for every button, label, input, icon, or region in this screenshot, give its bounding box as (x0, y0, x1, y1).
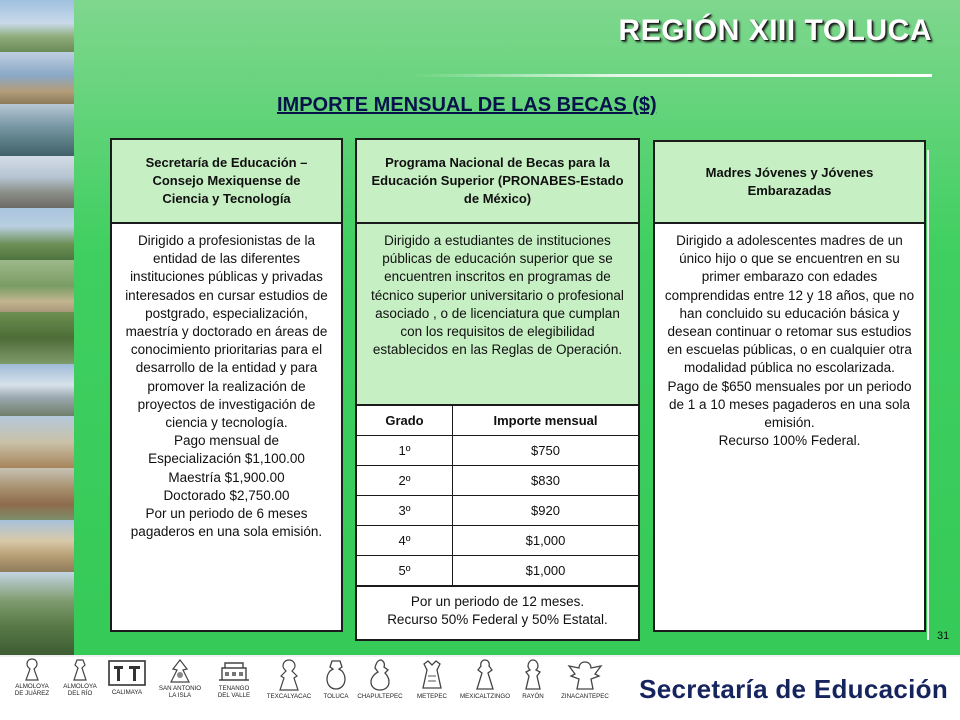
table-cell-grado: 3º (357, 496, 453, 526)
glyph-chapultepec-icon (367, 658, 393, 692)
municipality-calimaya (104, 658, 150, 696)
card-madres-jovenes-body: Dirigido a adolescentes madres de un único hijo o que se encuentren en su primer embarazo con edades comprendidas entre 12 y 18 años, que no han concluido su educación básica y desean continuar o retomar sus estudios en escuelas públicas, o en cualquier otra modalidad pública no escolarizada. Pago de $650 mensuales por un periodo de 1 a 10 meses pagaderos en una sola emisión. Recurso 100% Federal. (664, 233, 915, 449)
photo-lagoon (0, 572, 74, 657)
secretaria-logo-text: Secretaría de Educación (639, 674, 948, 704)
municipality-texcalyacac (262, 658, 316, 700)
page-number: 31 (937, 630, 950, 642)
municipality-label: CALIMAYA (111, 689, 143, 696)
municipality-toluca (318, 658, 354, 700)
glyph-calimaya-icon (107, 658, 147, 688)
photo-bridge (0, 312, 74, 366)
glyph-rayon-icon (521, 658, 545, 692)
region-title: REGIÓN XIII TOLUCA (618, 14, 932, 47)
photo-cathedral (0, 520, 74, 574)
table-cell-importe: $1,000 (453, 526, 639, 556)
municipality-label: MEXICALTZINGO (459, 693, 511, 700)
municipality-almoloya-de-juarez (6, 658, 58, 697)
municipality-label: TENANGO DEL VALLE (217, 685, 251, 699)
municipality-san-antonio-la-isla (152, 658, 208, 699)
municipality-rayon (516, 658, 550, 700)
glyph-tenango-del-valle-icon (216, 658, 252, 684)
municipality-almoloya-del-rio (56, 658, 104, 697)
table-row (357, 556, 638, 586)
header-divider (412, 74, 932, 77)
photo-lake (0, 52, 74, 106)
municipality-label: CHAPULTEPEC (357, 693, 403, 700)
page-title: IMPORTE MENSUAL DE LAS BECAS ($) (277, 94, 657, 116)
table-cell-importe: $750 (453, 436, 639, 466)
table-cell-importe: $830 (453, 466, 639, 496)
glyph-metepec-icon (419, 658, 445, 692)
table-row (357, 496, 638, 526)
card-madres-jovenes (653, 140, 926, 632)
table-row (357, 526, 638, 556)
card-comecyt-body: Dirigido a profesionistas de la entidad de las diferentes instituciones públicas y privadas interesados en cursar estudios de postgrado, especialización, maestría y doctorado en áreas de conocimiento prioritarias para el desarrollo de la entidad y para promover la realización de proyectos de investigación de ciencia y tecnología. Pago mensual de Especialización $1,100.00 Maestría $1,900.00 Doctorado $2,750.00 Por un periodo de 6 meses pagaderos en una sola emisión. (125, 233, 328, 540)
photo-church (0, 0, 74, 54)
table-cell-importe: $1,000 (453, 556, 639, 586)
glyph-san-antonio-la-isla-icon (165, 658, 195, 684)
card-comecyt (110, 138, 343, 632)
card-pronabes-body: Dirigido a estudiantes de instituciones públicas de educación superior que se encuentren inscritos en programas de técnico superior universitario o profesional asociado , o de licenciatura que cumplan con los requisitos de elegibilidad establecidos en las Reglas de Operación. (357, 224, 638, 404)
photo-valley (0, 208, 74, 262)
municipality-label: SAN ANTONIO LA ISLA (158, 685, 202, 699)
table-header-grado: Grado (357, 405, 453, 436)
right-divider (927, 150, 929, 640)
municipality-label: ZINACANTEPEC (561, 693, 609, 700)
photo-volcano (0, 364, 74, 418)
glyph-toluca-icon (323, 658, 349, 692)
table-header-importe: Importe mensual (453, 405, 639, 436)
card-pronabes (355, 138, 640, 641)
glyph-zinacantepec-icon (565, 658, 605, 692)
grades-table (357, 404, 638, 586)
municipality-chapultepec (352, 658, 408, 700)
card-comecyt-title (112, 140, 341, 224)
glyph-almoloya-de-juarez-icon (21, 658, 43, 682)
municipality-tenango-del-valle (208, 658, 260, 699)
glyph-almoloya-del-rio-icon (69, 658, 91, 682)
table-header-row (357, 405, 638, 436)
table-cell-grado: 2º (357, 466, 453, 496)
glyph-texcalyacac-icon (276, 658, 302, 692)
table-cell-grado: 4º (357, 526, 453, 556)
table-row (357, 436, 638, 466)
municipality-label: ALMOLOYA DE JUÁREZ (14, 683, 50, 697)
municipality-mexicaltzingo (454, 658, 516, 700)
card-comecyt-title-text: Secretaría de Educación – Consejo Mexiquense de Ciencia y Tecnología (145, 155, 308, 206)
card-madres-jovenes-title (655, 142, 924, 224)
photo-strip (0, 0, 74, 655)
table-row (357, 466, 638, 496)
card-pronabes-title-text: Programa Nacional de Becas para la Educación Superior (PRONABES-Estado de México) (371, 155, 624, 206)
photo-reeds (0, 104, 74, 158)
municipality-label: RAYÓN (522, 693, 544, 700)
municipality-label: ALMOLOYA DEL RÍO (63, 683, 97, 697)
photo-plaza (0, 416, 74, 470)
footer-divider (0, 655, 960, 657)
municipality-metepec (410, 658, 454, 700)
municipality-label: METEPEC (417, 693, 447, 700)
photo-market (0, 468, 74, 522)
table-cell-grado: 5º (357, 556, 453, 586)
municipality-zinacantepec (552, 658, 618, 700)
card-madres-jovenes-title-text: Madres Jóvenes y Jóvenes Embarazadas (705, 165, 874, 198)
glyph-mexicaltzingo-icon (472, 658, 498, 692)
photo-park (0, 260, 74, 314)
municipality-label: TOLUCA (323, 693, 349, 700)
municipality-label: TEXCALYACAC (266, 693, 312, 700)
card-pronabes-title (357, 140, 638, 224)
photo-industry (0, 156, 74, 210)
table-cell-importe: $920 (453, 496, 639, 526)
card-pronabes-footer: Por un periodo de 12 meses. Recurso 50% Federal y 50% Estatal. (357, 586, 638, 629)
table-cell-grado: 1º (357, 436, 453, 466)
